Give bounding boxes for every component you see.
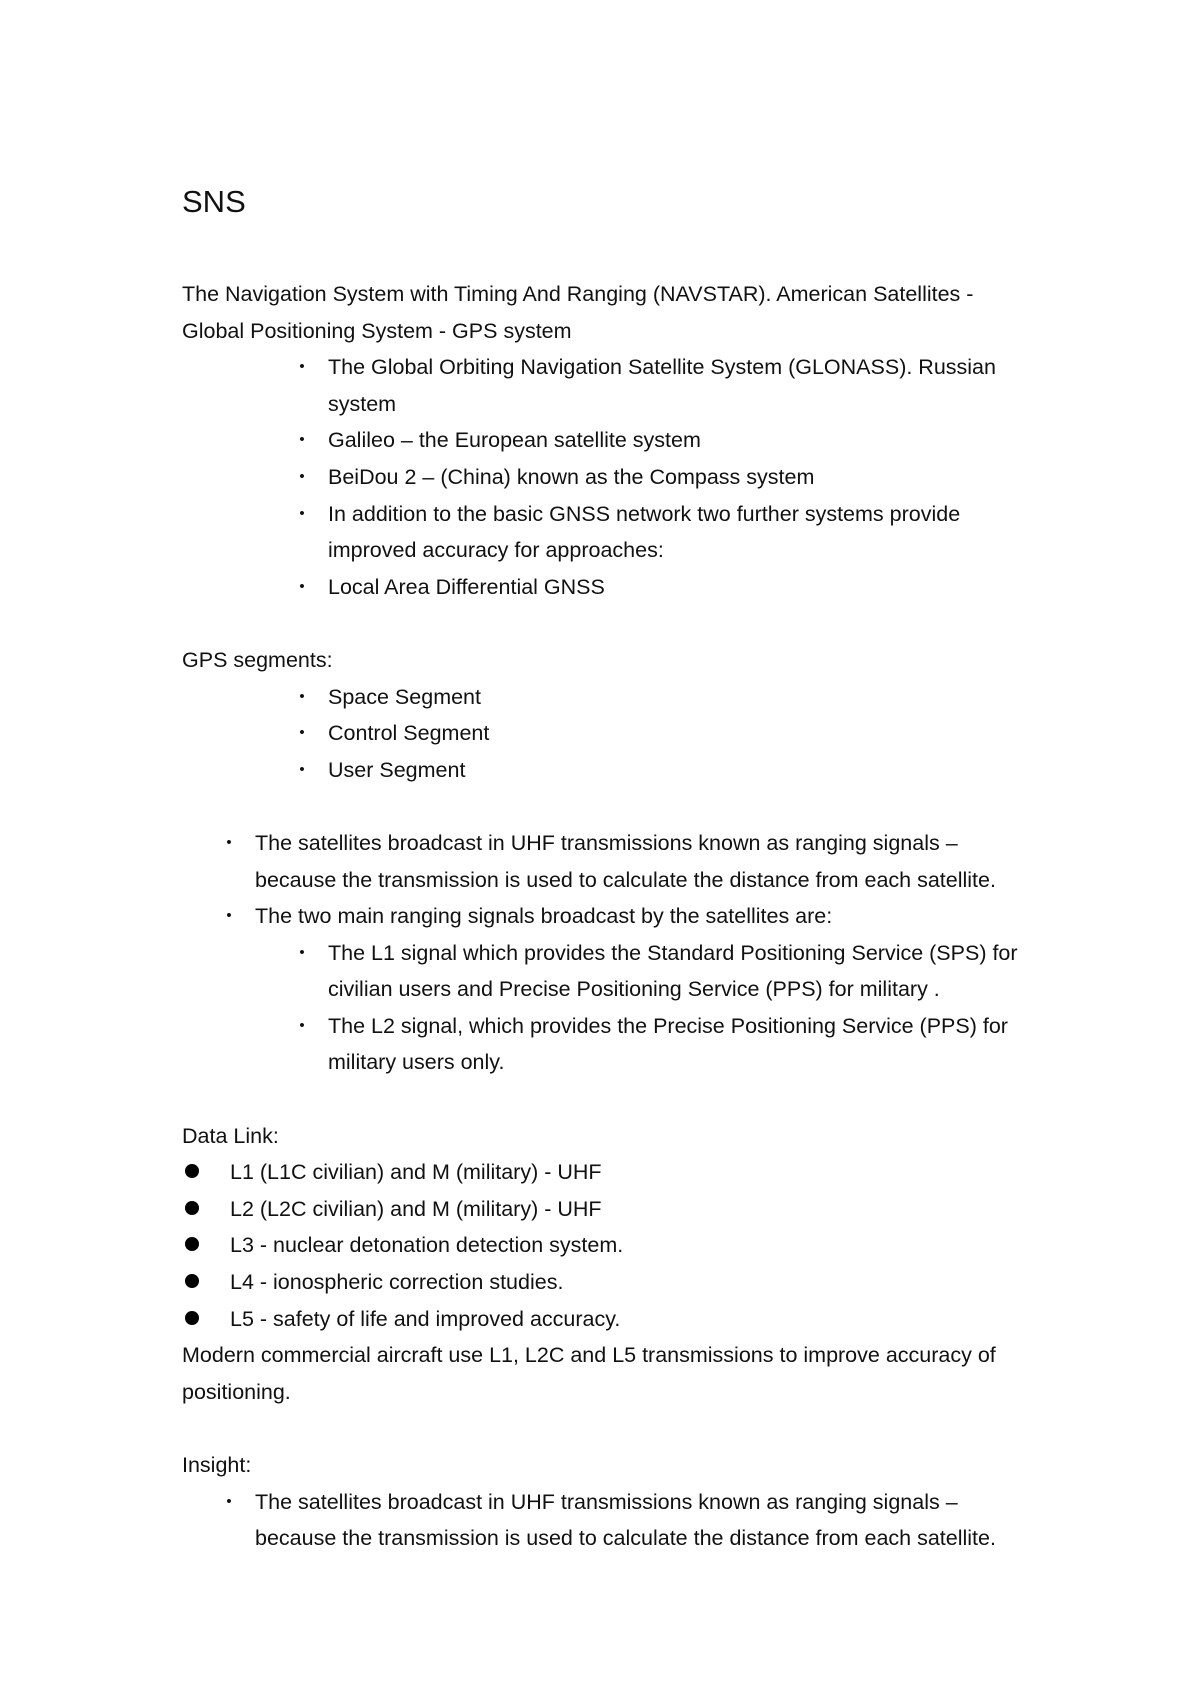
datalink-heading: Data Link: (182, 1123, 279, 1148)
spacer (182, 1410, 1042, 1447)
list-item-text: L4 - ionospheric correction studies. (230, 1270, 564, 1295)
list-item-text: Local Area Differential GNSS (328, 574, 605, 599)
dot-bullet-icon (185, 1201, 199, 1215)
list-item-text: L2 (L2C civilian) and M (military) - UHF (230, 1196, 602, 1221)
list-item (182, 1227, 1042, 1264)
list-item-text: The two main ranging signals broadcast by the satellites are: (255, 904, 833, 929)
list-item-text: The L2 signal, which provides the Precise Positioning Service (PPS) for military users only. (328, 1013, 1008, 1075)
list-item-text: The L1 signal which provides the Standard Positioning Service (SPS) for civilian users and Precise Positioning Service (PPS) for military . (328, 940, 1018, 1002)
insight-heading: Insight: (182, 1453, 252, 1477)
list-item (182, 825, 1042, 898)
list-item-text: BeiDou 2 – (China) known as the Compass system (328, 464, 815, 489)
signals-list (182, 935, 1042, 1081)
list-item-text: User Segment (328, 757, 466, 782)
list-item (182, 1264, 1042, 1301)
list-item-text: Space Segment (328, 684, 481, 709)
list-item (182, 496, 1042, 569)
spacer (182, 1081, 1042, 1118)
bullet-icon: • (299, 358, 305, 376)
bullet-icon: • (299, 467, 305, 485)
bullet-icon: • (299, 760, 305, 778)
dot-bullet-icon (185, 1164, 199, 1178)
list-item-text: L5 - safety of life and improved accuracy. (230, 1306, 621, 1331)
list-item (182, 1154, 1042, 1191)
list-item (182, 715, 1042, 752)
bullet-icon: • (226, 833, 232, 851)
spacer (182, 788, 1042, 825)
list-item-text: The Global Orbiting Navigation Satellite System (GLONASS). Russian system (328, 355, 996, 416)
list-item (182, 349, 1042, 422)
intro-line-2: Global Positioning System - GPS system (182, 318, 572, 343)
list-item-text: L1 (L1C civilian) and M (military) - UHF (230, 1160, 602, 1185)
list-item-text: The satellites broadcast in UHF transmissions known as ranging signals – because the transmission is used to calculate the distance from each satellite. (255, 1489, 996, 1551)
list-item-text: The satellites broadcast in UHF transmissions known as ranging signals – because the transmission is used to calculate the distance from each satellite. (255, 830, 996, 892)
bullet-icon: • (226, 1492, 232, 1510)
bullet-icon: • (299, 1016, 305, 1034)
ranging-list (182, 825, 1042, 935)
list-item (182, 752, 1042, 789)
dot-bullet-icon (185, 1311, 199, 1325)
insight-list (182, 1484, 1042, 1557)
bullet-icon: • (299, 504, 305, 522)
list-item (182, 422, 1042, 459)
segments-heading: GPS segments: (182, 647, 333, 672)
segments-list (182, 679, 1042, 789)
document-body (182, 276, 1042, 1557)
document-title: SNS (182, 184, 246, 219)
list-item (182, 679, 1042, 716)
bullet-icon: • (299, 687, 305, 705)
datalink-list (182, 1154, 1042, 1337)
intro-line-1: The Navigation System with Timing And Ranging (NAVSTAR). American Satellites - (182, 282, 974, 306)
list-item (182, 1191, 1042, 1228)
list-item (182, 569, 1042, 606)
bullet-icon: • (226, 907, 232, 925)
list-item (182, 898, 1042, 935)
bullet-icon: • (299, 724, 305, 742)
bullet-icon: • (299, 577, 305, 595)
list-item (182, 459, 1042, 496)
dot-bullet-icon (185, 1237, 199, 1251)
datalink-note: Modern commercial aircraft use L1, L2C and L5 transmissions to improve accuracy of positioning. (182, 1343, 996, 1404)
list-item-text: In addition to the basic GNSS network two further systems provide improved accuracy for approaches: (328, 501, 961, 563)
bullet-icon: • (299, 431, 305, 449)
list-item (182, 1484, 1042, 1557)
systems-list (182, 349, 1042, 605)
list-item-text: Galileo – the European satellite system (328, 428, 701, 453)
bullet-icon: • (299, 943, 305, 961)
spacer (182, 605, 1042, 642)
list-item (182, 1301, 1042, 1338)
list-item (182, 935, 1042, 1008)
list-item-text: Control Segment (328, 721, 490, 746)
list-item (182, 1008, 1042, 1081)
dot-bullet-icon (185, 1274, 199, 1288)
list-item-text: L3 - nuclear detonation detection system. (230, 1233, 624, 1258)
